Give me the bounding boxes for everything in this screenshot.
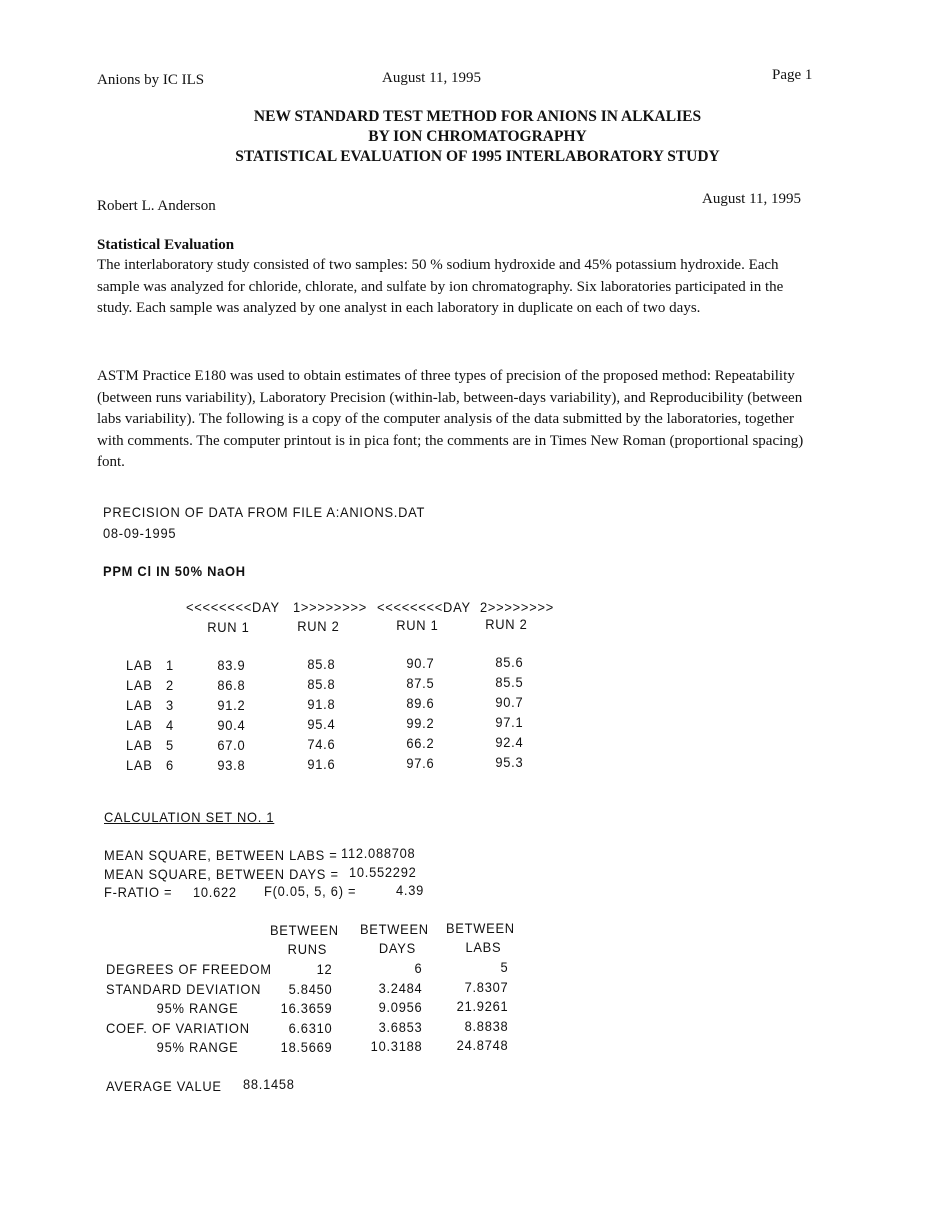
stat-cell: 5.8450 [288,980,333,997]
stat-cell: 9.0956 [378,999,423,1015]
data-cell: 91.8 [307,696,336,712]
stat-header: DAYS [378,940,416,956]
paragraph-2: ASTM Practice E180 was used to obtain estimates of three types of precision of the proposed method: Repeatability (between runs variability), Laboratory Precision (within-lab, between-days variability), and Reproducibility (between labs variability). The following is a copy of the computer analysis of the data submitted by the laboratories, together with comments. The computer printout is in pica font; the comments are in Times New Roman (proportional spacing) font. [97,368,804,471]
lab-number: 3 [166,697,174,713]
stat-cell: 12 [316,961,333,977]
stat-cell: 7.8307 [464,978,509,995]
section-heading: Statistical Evaluation [97,237,235,253]
day-header: <<<<<<<<DAY [186,599,280,615]
data-cell: 86.8 [217,677,246,693]
data-cell: 67.0 [217,737,246,753]
sample-title: PPM Cl IN 50% NaOH [103,563,246,579]
file-date: 08-09-1995 [103,525,177,541]
title-line-3: STATISTICAL EVALUATION OF 1995 INTERLABORATORY STUDY [235,148,720,165]
lab-label: LAB [126,677,153,693]
stat-row-label: DEGREES OF FREEDOM [106,961,272,977]
lab-number: 6 [166,757,174,773]
stat-cell: 3.2484 [378,979,423,996]
stat-cell: 6 [414,960,423,976]
data-cell: 99.2 [406,715,435,731]
data-cell: 83.9 [217,657,246,673]
run-header: RUN 1 [396,617,439,633]
stat-cell: 6.6310 [288,1019,333,1036]
stat-header: BETWEEN [359,921,429,937]
data-cell: 93.8 [217,757,246,773]
stat-header: BETWEEN [445,920,515,936]
lab-number: 4 [166,717,174,733]
stat-row-label: STANDARD DEVIATION [106,980,262,997]
data-cell: 91.6 [307,756,336,772]
stat-row-label: 95% RANGE [156,1000,239,1016]
stat-cell: 21.9261 [456,998,509,1014]
data-cell: 90.7 [406,655,435,671]
average-label: AVERAGE VALUE [106,1078,222,1094]
lab-number: 2 [166,677,174,693]
stat-row-label: 95% RANGE [156,1039,239,1055]
lab-label: LAB [126,737,153,753]
data-cell: 74.6 [307,736,336,752]
lab-label: LAB [126,697,153,713]
stat-header: LABS [465,939,502,955]
data-cell: 66.2 [406,735,435,751]
data-cell: 91.2 [217,697,246,713]
title-line-2: BY ION CHROMATOGRAPHY [368,128,587,145]
data-cell: 97.1 [495,714,524,730]
page-number: Page 1 [772,67,813,83]
stat-cell: 24.8748 [456,1037,509,1053]
lab-number: 1 [166,657,174,673]
header-left: Anions by IC ILS [97,72,205,88]
day-header: 1>>>>>>>> [293,599,367,615]
paragraph-1: The interlaboratory study consisted of two samples: 50 % sodium hydroxide and 45% potassium hydroxide. Each sample was analyzed for chloride, chlorate, and sulfate by ion chromatography. Six laboratories participated in the study. Each sample was analyzed by one analyst in each laboratory in duplicate on each of two days. [97,257,784,317]
data-cell: 95.3 [495,754,524,770]
day-header: 2>>>>>>>> [480,599,554,615]
f-ratio-value: 10.622 [193,884,237,900]
author: Robert L. Anderson [97,198,216,214]
stat-cell: 18.5669 [280,1039,333,1055]
run-header: RUN 2 [485,616,528,632]
stat-header: BETWEEN [269,922,339,938]
data-cell: 87.5 [406,675,435,691]
ms-labs-label: MEAN SQUARE, BETWEEN LABS = [104,847,338,863]
data-cell: 85.5 [495,674,524,690]
file-line: PRECISION OF DATA FROM FILE A:ANIONS.DAT [103,504,426,520]
ms-days-value: 10.552292 [349,864,417,880]
run-header: RUN 1 [207,619,250,635]
lab-label: LAB [126,717,153,733]
data-cell: 85.8 [307,656,336,672]
stat-cell: 16.3659 [280,1000,333,1016]
data-cell: 92.4 [495,734,524,750]
day-header: <<<<<<<<DAY [377,599,471,615]
header-date: August 11, 1995 [382,70,482,86]
title-line-1: NEW STANDARD TEST METHOD FOR ANIONS IN ALKALIES [253,108,702,125]
run-header: RUN 2 [297,618,340,634]
stat-row-label: COEF. OF VARIATION [106,1019,250,1036]
lab-number: 5 [166,737,174,753]
data-cell: 90.4 [217,717,246,733]
report-date: August 11, 1995 [702,191,802,207]
stat-cell: 5 [500,959,509,975]
calc-set-heading: CALCULATION SET NO. 1 [104,809,275,825]
f-ratio-label: F-RATIO = [104,884,173,900]
average-value: 88.1458 [243,1076,295,1092]
stat-cell: 8.8838 [464,1017,509,1034]
stat-header: RUNS [287,941,328,957]
data-cell: 85.8 [307,676,336,692]
stat-cell: 10.3188 [370,1038,423,1054]
ms-days-label: MEAN SQUARE, BETWEEN DAYS = [104,866,339,882]
data-cell: 85.6 [495,654,524,670]
f-crit-label: F(0.05, 5, 6) = [264,883,357,899]
ms-labs-value: 112.088708 [341,845,416,861]
lab-label: LAB [126,757,153,773]
data-cell: 90.7 [495,694,524,710]
data-cell: 89.6 [406,695,435,711]
data-cell: 95.4 [307,716,336,732]
data-cell: 97.6 [406,755,435,771]
lab-label: LAB [126,657,153,673]
stat-cell: 3.6853 [378,1018,423,1035]
f-crit-value: 4.39 [396,882,425,898]
